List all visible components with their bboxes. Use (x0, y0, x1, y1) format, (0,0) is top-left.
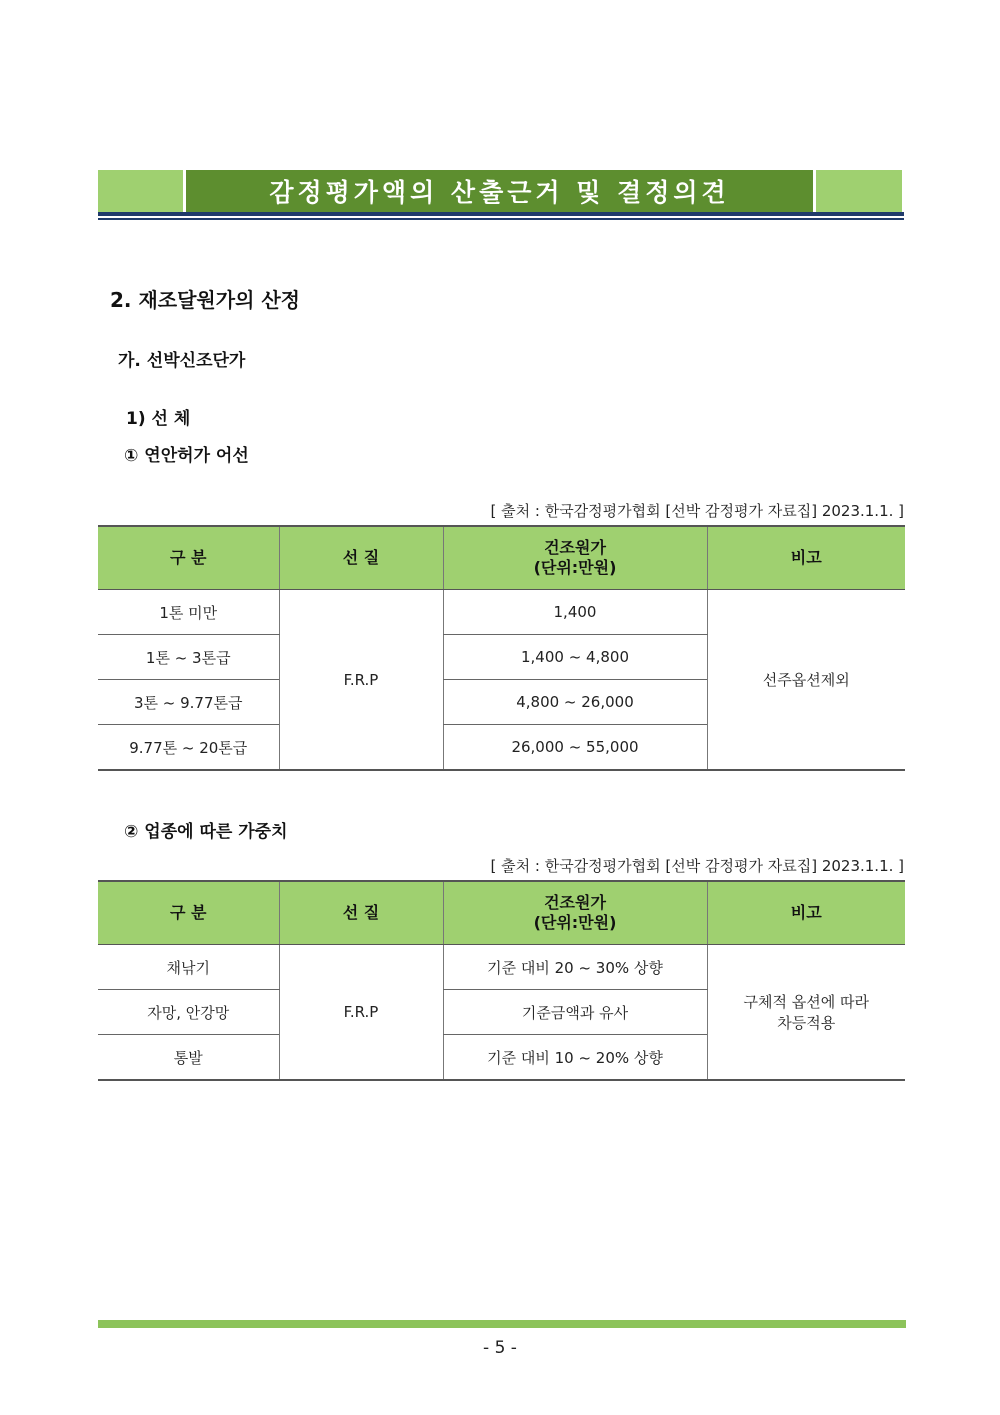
header-cost-label: 건조원가 (544, 893, 606, 912)
cell-category: 1톤 미만 (98, 590, 279, 635)
page-number: - 5 - (483, 1338, 517, 1358)
header-note: 비고 (707, 881, 905, 945)
header-title: 감정평가액의 산출근거 및 결정의견 (183, 170, 816, 212)
cell-note (707, 945, 905, 1081)
header-category: 구 분 (98, 881, 279, 945)
header-banner (98, 170, 902, 212)
cell-material: F.R.P (279, 590, 443, 771)
header-cost-unit: (단위:만원) (533, 558, 617, 577)
header-material: 선 질 (279, 526, 443, 590)
table2-source: [ 출처 : 한국감정평가협회 [선박 감정평가 자료집] 2023.1.1. ] (490, 857, 904, 875)
table-row (98, 945, 905, 990)
table2 (98, 880, 905, 1081)
table-header-row (98, 881, 905, 945)
cell-note: 선주옵션제외 (707, 590, 905, 771)
cell-cost: 기준금액과 유사 (443, 990, 707, 1035)
section-title: 2. 재조달원가의 산정 (110, 288, 300, 312)
table1-source: [ 출처 : 한국감정평가협회 [선박 감정평가 자료집] 2023.1.1. ] (490, 502, 904, 520)
header-cost (443, 526, 707, 590)
cell-material: F.R.P (279, 945, 443, 1081)
header-rule-thin (98, 218, 904, 220)
table-row (98, 590, 905, 635)
cell-category: 채낚기 (98, 945, 279, 990)
header-rule (98, 212, 904, 216)
header-cost-unit: (단위:만원) (533, 913, 617, 932)
cell-category: 1톤 ~ 3톤급 (98, 635, 279, 680)
table1 (98, 525, 905, 771)
cell-category: 자망, 안강망 (98, 990, 279, 1035)
cell-cost: 1,400 ~ 4,800 (443, 635, 707, 680)
header-material: 선 질 (279, 881, 443, 945)
table1-caption: ① 연안허가 어선 (124, 446, 249, 466)
cell-cost: 1,400 (443, 590, 707, 635)
cell-category: 통발 (98, 1035, 279, 1081)
cell-category: 3톤 ~ 9.77톤급 (98, 680, 279, 725)
cell-cost: 4,800 ~ 26,000 (443, 680, 707, 725)
footer-bar (98, 1320, 906, 1328)
header-note: 비고 (707, 526, 905, 590)
cell-note-line1: 구체적 옵션에 따라 (743, 993, 869, 1011)
item-title: 1) 선 체 (126, 409, 191, 429)
cell-note-line2: 차등적용 (777, 1014, 836, 1032)
header-category: 구 분 (98, 526, 279, 590)
header-cost-label: 건조원가 (544, 538, 606, 557)
subsection-title: 가. 선박신조단가 (118, 351, 246, 371)
table-header-row (98, 526, 905, 590)
cell-cost: 26,000 ~ 55,000 (443, 725, 707, 771)
cell-category: 9.77톤 ~ 20톤급 (98, 725, 279, 771)
cell-cost: 기준 대비 20 ~ 30% 상향 (443, 945, 707, 990)
header-cost (443, 881, 707, 945)
table2-caption: ② 업종에 따른 가중치 (124, 822, 288, 842)
cell-cost: 기준 대비 10 ~ 20% 상향 (443, 1035, 707, 1081)
